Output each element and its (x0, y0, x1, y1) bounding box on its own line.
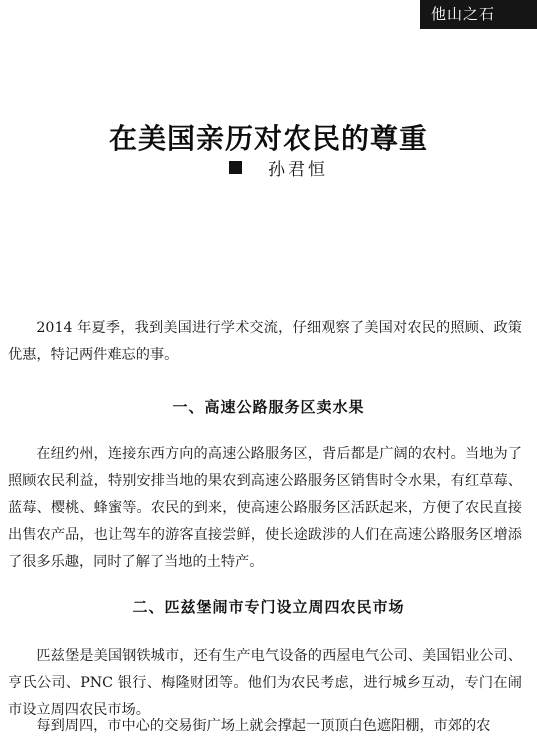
section-heading-2: 二、匹兹堡闹市专门设立周四农民市场 (132, 598, 405, 616)
author-name: 孙君恒 (268, 159, 328, 180)
square-bullet-icon (229, 161, 242, 174)
article-title: 在美国亲历对农民的尊重 (108, 121, 428, 155)
section-heading-1: 一、高速公路服务区卖水果 (172, 398, 365, 416)
section2-paragraph: 匹兹堡是美国钢铁城市，还有生产电气设备的西屋电气公司、美国铝业公司、亨氏公司、PNC 银行、梅隆财团等。他们为农民考虑，进行城乡互动，专门在闹市设立周四农民市场。 (8, 648, 522, 718)
section1-paragraph: 在纽约州，连接东西方向的高速公路服务区，背后都是广阔的农村。当地为了照顾农民利益，特别安排当地的果农到高速公路服务区销售时令水果，有红草莓、蓝莓、樱桃、蜂蜜等。农民的到来，使高速公路服务区活跃起来，方便了农民直接出售农产品，也让驾车的游客直接尝鲜，使长途跋涉的人们在高速公路服务区增添了很多乐趣，同时了解了当地的土特产。 (8, 446, 522, 570)
byline (229, 156, 328, 178)
section-label: 他山之石 (420, 0, 537, 29)
intro-paragraph: 2014 年夏季，我到美国进行学术交流，仔细观察了美国对农民的照顾、政策优惠，特记两件难忘的事。 (8, 320, 522, 363)
section2-paragraph-continued: 每到周四，市中心的交易街广场上就会撑起一顶顶白色遮阳棚，市郊的农 (36, 718, 491, 734)
